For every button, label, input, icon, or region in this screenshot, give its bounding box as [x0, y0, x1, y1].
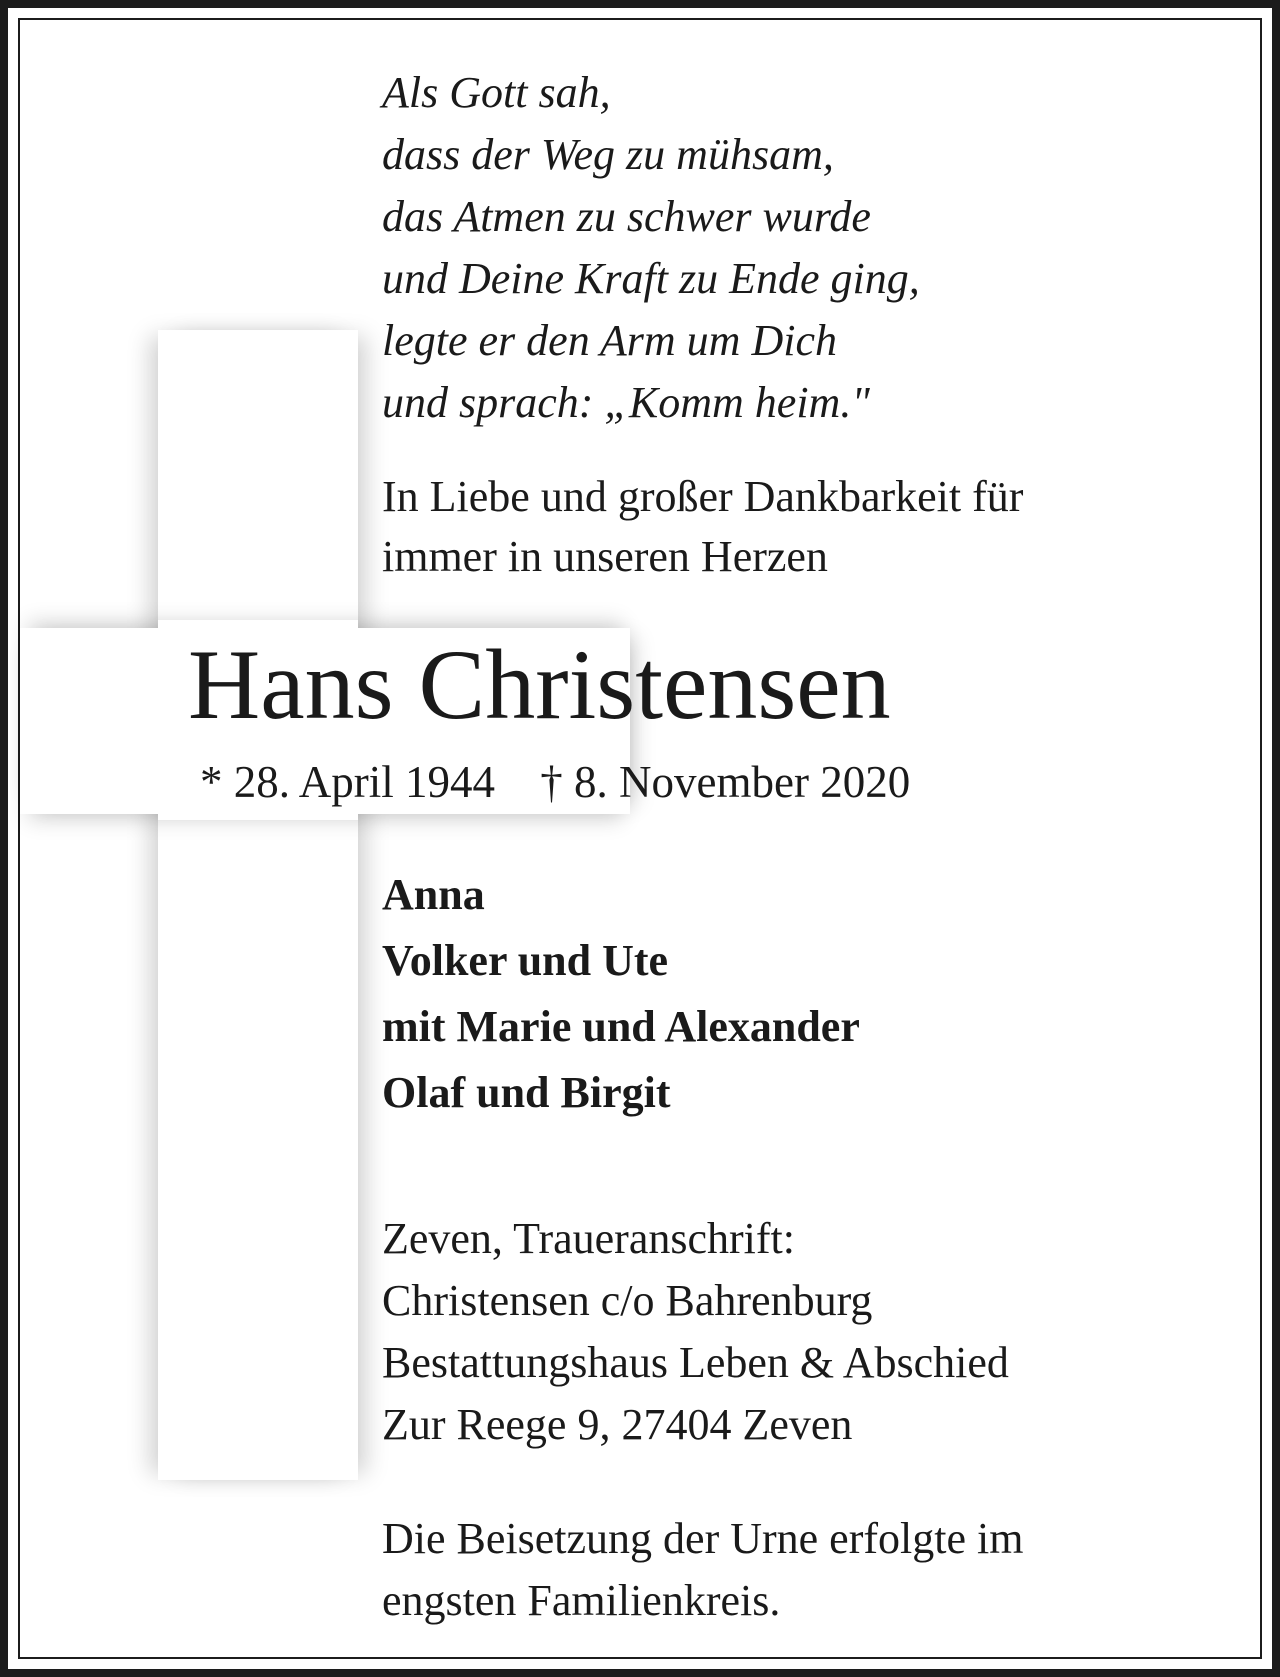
poem-line: Als Gott sah,	[382, 68, 611, 117]
cross-shadow-vertical	[158, 330, 358, 1480]
poem-line: und Deine Kraft zu Ende ging,	[382, 254, 920, 303]
family-line: Volker und Ute	[382, 936, 669, 985]
family-line: mit Marie und Alexander	[382, 1002, 860, 1051]
poem-line: das Atmen zu schwer wurde	[382, 192, 871, 241]
burial-notice	[382, 1508, 1023, 1632]
family-line: Olaf und Birgit	[382, 1068, 671, 1117]
dedication	[382, 467, 1023, 587]
poem	[382, 62, 920, 434]
family-line: Anna	[382, 870, 485, 919]
address-line: Christensen c/o Bahrenburg	[382, 1276, 873, 1325]
address-line: Zeven, Traueranschrift:	[382, 1214, 795, 1263]
address-line: Bestattungshaus Leben & Abschied	[382, 1338, 1009, 1387]
burial-line: Die Beisetzung der Urne erfolgte im	[382, 1514, 1024, 1563]
life-dates	[200, 752, 910, 812]
address-line: Zur Reege 9, 27404 Zeven	[382, 1400, 853, 1449]
family-signatures	[382, 862, 860, 1126]
dedication-line: immer in unseren Herzen	[382, 532, 828, 581]
burial-line: engsten Familienkreis.	[382, 1576, 781, 1625]
death-date: † 8. November 2020	[540, 757, 911, 807]
poem-line: legte er den Arm um Dich	[382, 316, 837, 365]
deceased-name: Hans Christensen	[188, 629, 891, 740]
birth-date: * 28. April 1944	[200, 757, 496, 807]
poem-line: und sprach: „Komm heim."	[382, 378, 870, 427]
poem-line: dass der Weg zu mühsam,	[382, 130, 834, 179]
dedication-line: In Liebe und großer Dankbarkeit für	[382, 472, 1024, 521]
mourning-address	[382, 1208, 1009, 1456]
